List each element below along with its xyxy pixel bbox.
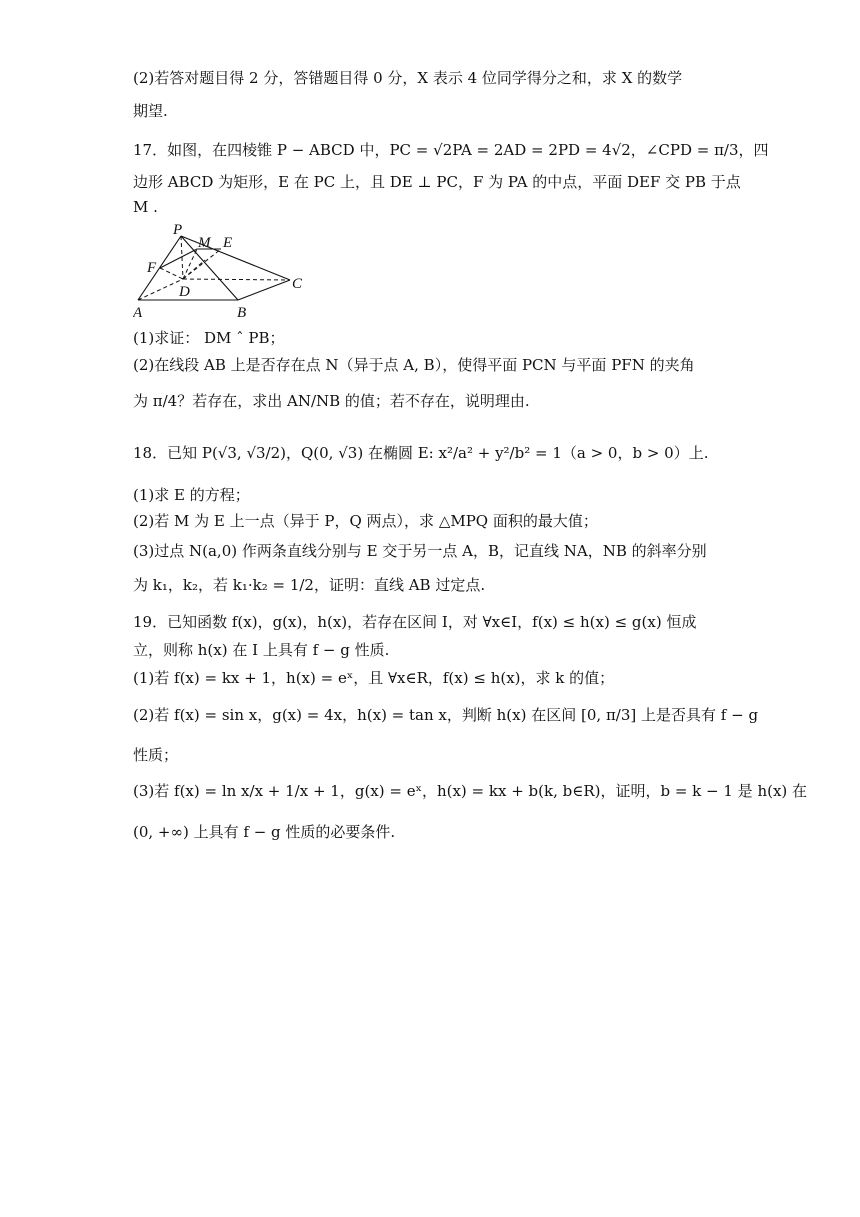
q17-part2-line1: (2)在线段 AB 上是否存在点 N（异于点 A, B），使得平面 PCN 与平面 PFN 的夹角	[133, 356, 695, 374]
q17-stem-line1: 17．如图，在四棱锥 P − ABCD 中，PC = √2PA = 2AD = 2PD = 4√2，∠CPD = π/3，四	[133, 141, 769, 159]
q19-part2-line1: (2)若 f(x) = sin x，g(x) = 4x，h(x) = tan x，判断 h(x) 在区间 [0, π/3] 上是否具有 f − g	[133, 706, 759, 724]
pyramid-figure	[133, 220, 313, 320]
q19-part1: (1)若 f(x) = kx + 1，h(x) = eˣ，且 ∀x∈R，f(x) ≤ h(x)，求 k 的值；	[133, 669, 615, 687]
q16-part2-line1: (2)若答对题目得 2 分，答错题目得 0 分，X 表示 4 位同学得分之和，求 X 的数学	[133, 69, 683, 87]
q18-stem: 18．已知 P(√3, √3/2)，Q(0, √3) 在椭圆 E: x²/a² + y²/b² = 1（a > 0，b > 0）上.	[133, 444, 709, 462]
label-D: D	[179, 284, 190, 300]
q18-part3-line1: (3)过点 N(a,0) 作两条直线分别与 E 交于另一点 A，B，记直线 NA，NB 的斜率分别	[133, 542, 707, 560]
label-P: P	[173, 222, 183, 238]
q18-part1: (1)求 E 的方程；	[133, 486, 250, 504]
q16-part2-line2: 期望.	[133, 102, 168, 120]
label-A: A	[133, 305, 143, 320]
q19-stem-line2: 立，则称 h(x) 在 I 上具有 f − g 性质.	[133, 641, 390, 659]
q18-part3-line2: 为 k₁，k₂，若 k₁·k₂ = 1/2，证明：直线 AB 过定点.	[133, 576, 486, 594]
label-C: C	[292, 276, 303, 292]
q17-stem-line2: 边形 ABCD 为矩形，E 在 PC 上，且 DE ⊥ PC，F 为 PA 的中点，平面 DEF 交 PB 于点	[133, 173, 741, 191]
q19-part2-line2: 性质；	[133, 746, 179, 764]
q19-part3-line2: (0, +∞) 上具有 f − g 性质的必要条件.	[133, 823, 396, 841]
q19-part3-line1: (3)若 f(x) = ln x/x + 1/x + 1，g(x) = eˣ，h(x) = kx + b(k, b∈R)，证明，b = k − 1 是 h(x) 在	[133, 782, 808, 800]
label-E: E	[223, 235, 233, 251]
q18-part2: (2)若 M 为 E 上一点（异于 P，Q 两点），求 △MPQ 面积的最大值；	[133, 512, 598, 530]
label-B: B	[237, 305, 247, 320]
label-M: M	[198, 235, 211, 251]
q17-stem-line3: M .	[133, 198, 158, 216]
q19-stem-line1: 19．已知函数 f(x)，g(x)，h(x)，若存在区间 I，对 ∀x∈I，f(x) ≤ h(x) ≤ g(x) 恒成	[133, 613, 697, 631]
label-F: F	[147, 260, 157, 276]
q17-part2-line2: 为 π/4？若存在，求出 AN/NB 的值；若不存在，说明理由.	[133, 392, 530, 410]
q17-part1: (1)求证： DM ˆ PB；	[133, 329, 285, 347]
